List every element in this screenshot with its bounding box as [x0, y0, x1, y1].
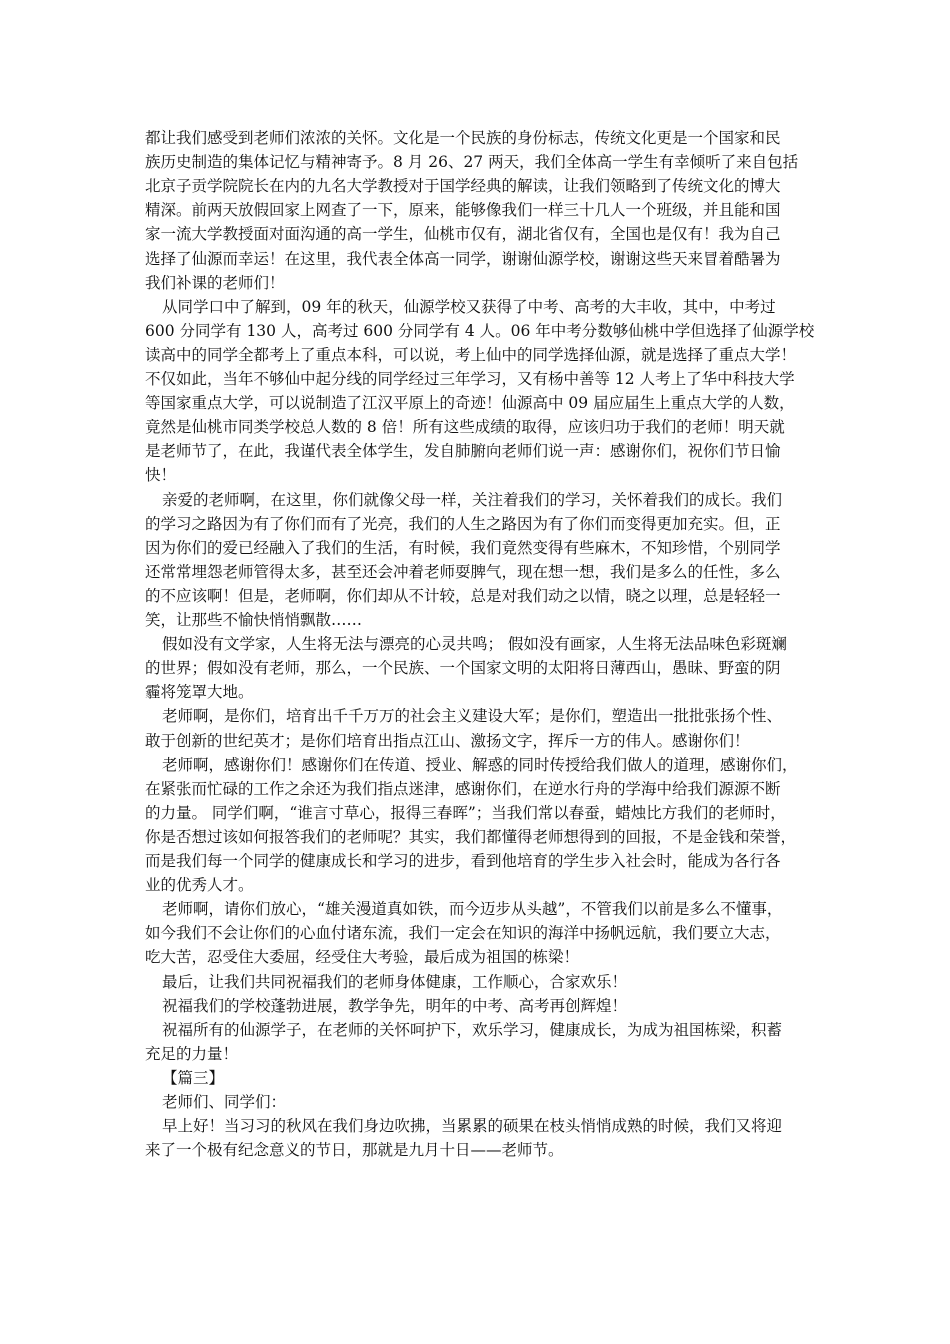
text-line: 最后，让我们共同祝福我们的老师身体健康，工作顺心，合家欢乐！: [162, 972, 628, 991]
text-line: 北京子贡学院院长在内的九名大学教授对于国学经典的解读，让我们领略到了传统文化的博大: [145, 177, 781, 196]
text-line: 的学习之路因为有了你们而有了光亮，我们的人生之路因为有了你们而变得更加充实。但，正: [145, 514, 781, 533]
text-line: 精深。前两天放假回家上网查了一下，原来，能够像我们一样三十几人一个班级，并且能和国: [145, 201, 781, 220]
text-line: 的世界；假如没有老师，那么，一个民族、一个国家文明的太阳将日薄西山，愚昧、野蛮的阴: [145, 659, 781, 678]
text-line: 还常常埋怨老师管得太多，甚至还会冲着老师耍脾气，现在想一想，我们是多么的任性，多么: [145, 562, 781, 581]
text-line: 业的优秀人才。: [145, 876, 254, 895]
text-line: 族历史制造的集体记忆与精神寄予。8 月 26、27 两天，我们全体高一学生有幸倾听了来自包括: [145, 153, 799, 172]
text-line: 老师啊，是你们，培育出千千万万的社会主义建设大军；是你们，塑造出一批批张扬个性、: [162, 707, 783, 726]
text-line: 老师啊，感谢你们！感谢你们在传道、授业、解惑的同时传授给我们做人的道理，感谢你们，: [162, 755, 798, 774]
text-line: 老师们、同学们：: [162, 1093, 287, 1111]
text-line: 读高中的同学全都考上了重点本科，可以说，考上仙中的同学选择仙源，就是选择了重点大学！: [145, 345, 797, 364]
text-line: 等国家重点大学，可以说制造了江汉平原上的奇迹！仙源高中 09 届应届生上重点大学的人数，: [145, 394, 795, 413]
text-line: 老师啊，请你们放心，“雄关漫道真如铁，而今迈步从头越”，不管我们以前是多么不懂事，: [162, 900, 783, 919]
text-line: 假如没有文学家，人生将无法与漂亮的心灵共鸣； 假如没有画家，人生将无法品味色彩斑斓: [162, 635, 787, 654]
text-line: 600 分同学有 130 人，高考过 600 分同学有 4 人。06 年中考分数够仙桃中学但选择了仙源学校: [145, 321, 815, 340]
text-line: 早上好！当习习的秋风在我们身边吹拂，当累累的硕果在枝头悄悄成熟的时候，我们又将迎: [162, 1117, 783, 1136]
text-line: 是老师节了，在此，我谨代表全体学生，发自肺腑向老师们说一声：感谢你们，祝你们节日愉: [145, 442, 781, 461]
text-line: 在紧张而忙碌的工作之余还为我们指点迷津，感谢你们，在逆水行舟的学海中给我们源源不断: [145, 779, 781, 798]
text-line: 的不应该啊！但是，老师啊，你们却从不计较，总是对我们动之以情，晓之以理，总是轻轻一: [145, 586, 781, 605]
text-line: 来了一个极有纪念意义的节日，那就是九月十日——老师节。: [145, 1141, 564, 1160]
text-line: 霾将笼罩大地。: [145, 683, 254, 702]
text-line: 笑，让那些不愉快悄悄飘散……: [145, 611, 363, 629]
text-line: 我们补课的老师们！: [145, 273, 285, 292]
text-line: 因为你们的爱已经融入了我们的生活，有时候，我们竟然变得有些麻木，不知珍惜，个别同学: [145, 538, 781, 557]
text-line: 祝福所有的仙源学子，在老师的关怀呵护下，欢乐学习，健康成长，为成为祖国栋梁，积蓄: [162, 1020, 783, 1039]
text-line: 敢于创新的世纪英才；是你们培育出指点江山、激扬文字，挥斥一方的伟人。感谢你们！: [145, 731, 750, 750]
text-line: 不仅如此，当年不够仙中起分线的同学经过三年学习，又有杨中善等 12 人考上了华中科技大学: [145, 370, 795, 388]
text-line: 你是否想过该如何报答我们的老师呢？其实，我们都懂得老师想得到的回报，不是金钱和荣誉，: [145, 827, 797, 846]
text-line: 吃大苦，忍受住大委屈，经受住大考验，最后成为祖国的栋梁！: [145, 948, 580, 967]
text-line: 快！: [145, 466, 177, 485]
text-line: 的力量。 同学们啊，“谁言寸草心，报得三春晖”；当我们常以春蚕，蜡烛比方我们的老师时，: [145, 803, 786, 822]
text-line: 竟然是仙桃市同类学校总人数的 8 倍！所有这些成绩的取得，应该归功于我们的老师！明天就: [145, 418, 785, 437]
text-line: 都让我们感受到老师们浓浓的关怀。文化是一个民族的身份标志，传统文化更是一个国家和民: [145, 129, 781, 147]
text-line: 亲爱的老师啊，在这里，你们就像父母一样，关注着我们的学习，关怀着我们的成长。我们: [162, 490, 783, 509]
text-line: 如今我们不会让你们的心血付诸东流，我们一定会在知识的海洋中扬帆远航，我们要立大志，: [145, 924, 781, 943]
text-line: 充足的力量！: [145, 1044, 239, 1063]
text-line: 而是我们每一个同学的健康成长和学习的进步，看到他培育的学生步入社会时，能成为各行各: [145, 852, 781, 870]
text-line: 家一流大学教授面对面沟通的高一学生，仙桃市仅有，湖北省仅有，全国也是仅有！我为自己: [145, 225, 781, 244]
text-line: 【篇三】: [162, 1068, 225, 1087]
text-line: 从同学口中了解到，09 年的秋天，仙源学校又获得了中考、高考的大丰收，其中，中考过: [162, 297, 776, 316]
text-line: 选择了仙源而幸运！在这里，我代表全体高一同学，谢谢仙源学校，谢谢这些天来冒着酷暑为: [145, 249, 781, 268]
text-line: 祝福我们的学校蓬勃进展，教学争先，明年的中考、高考再创辉煌！: [162, 996, 628, 1015]
